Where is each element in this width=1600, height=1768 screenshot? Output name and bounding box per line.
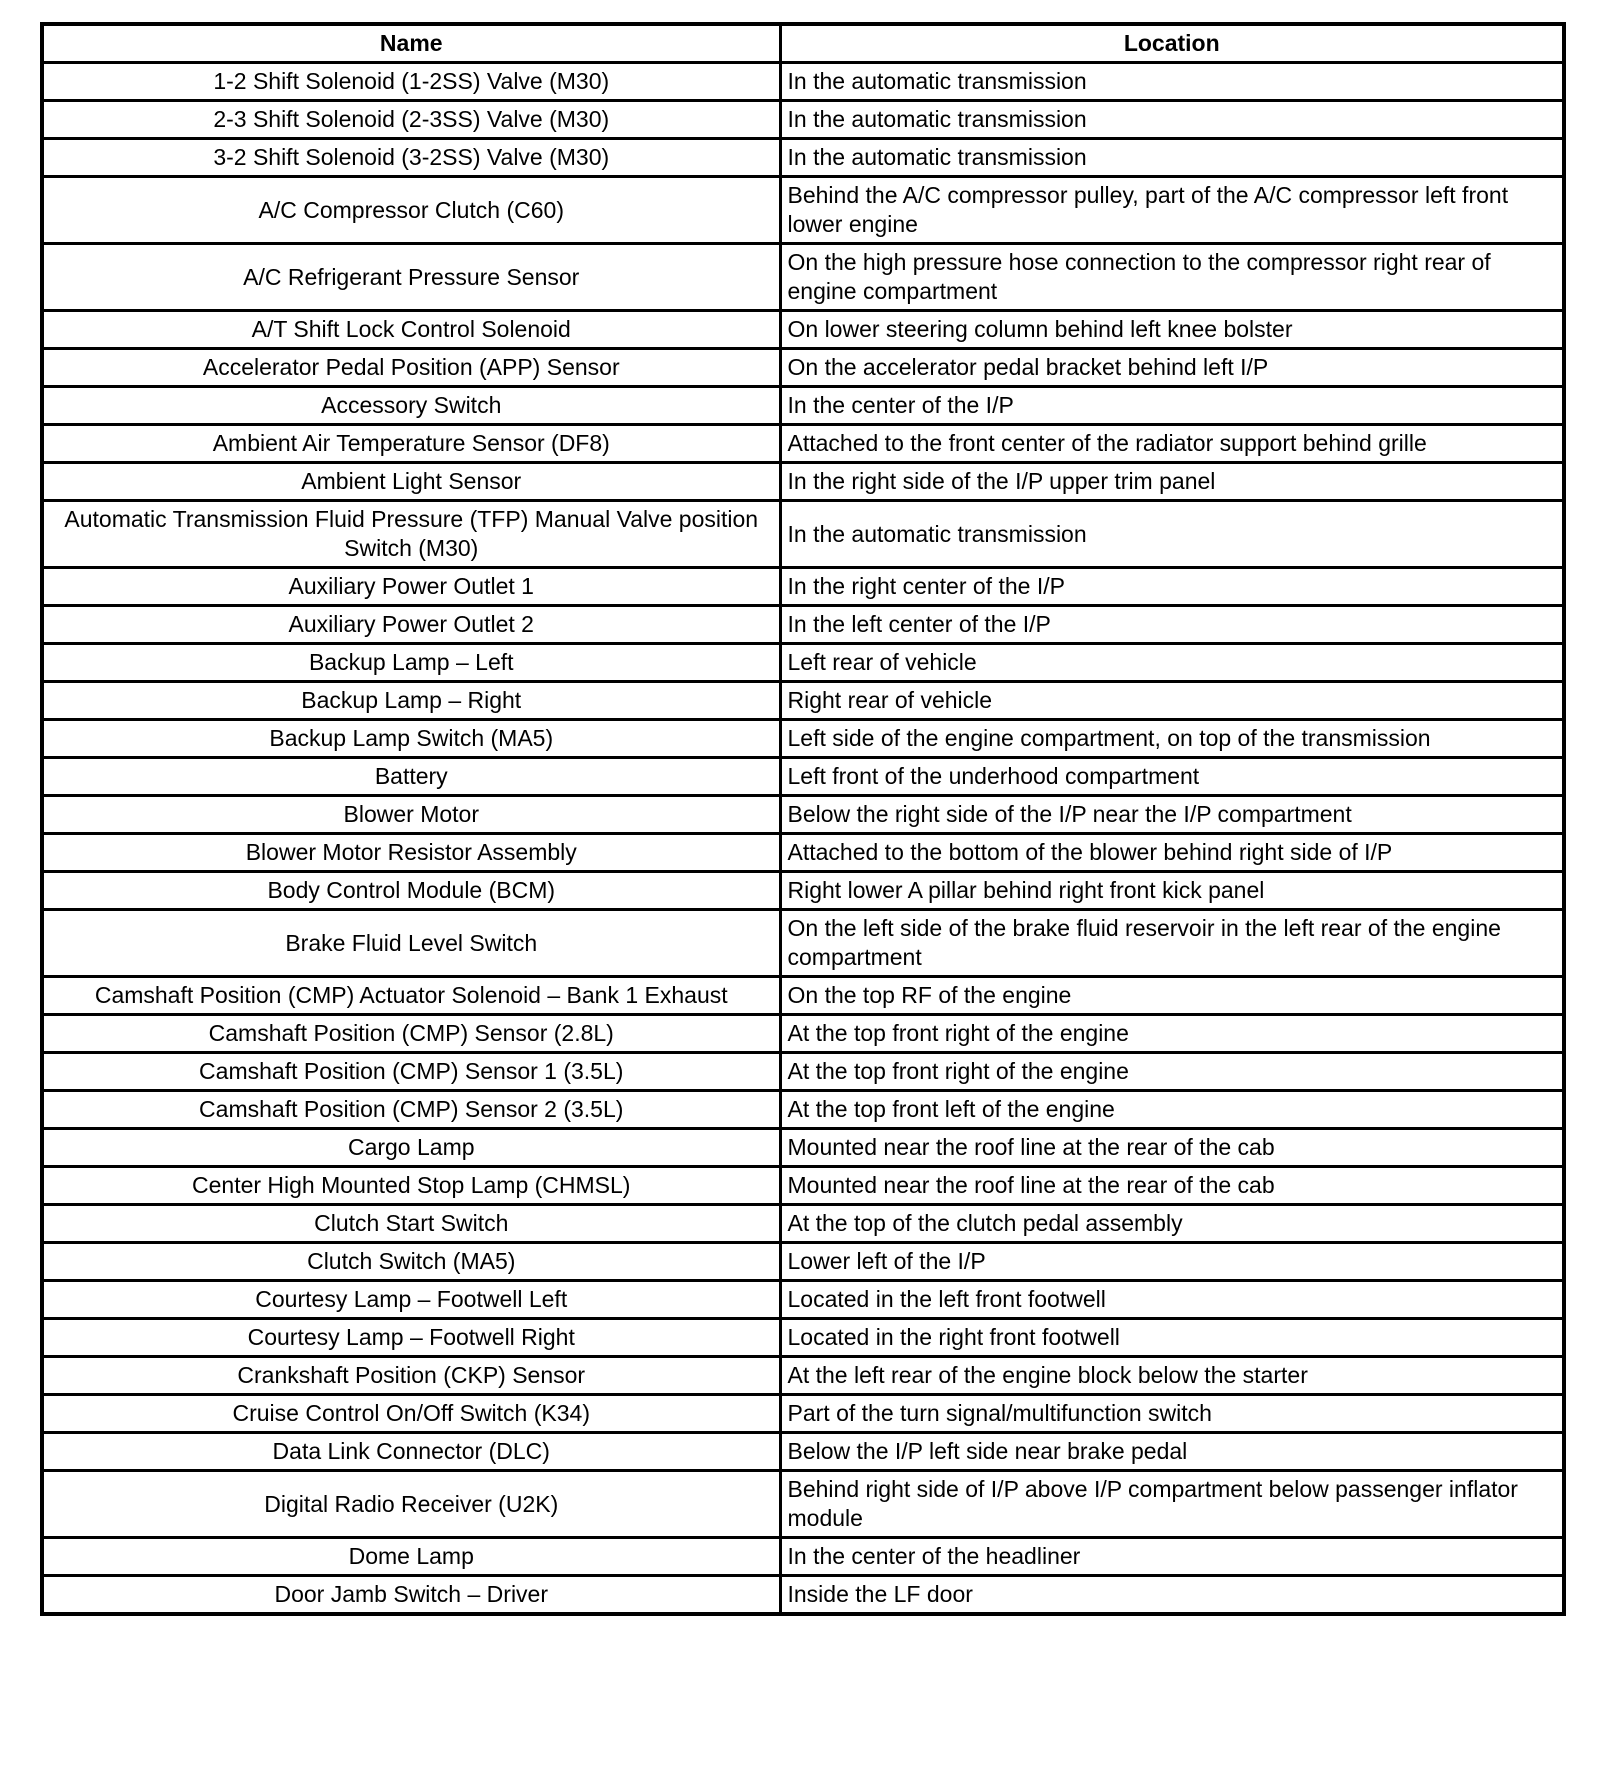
component-name: Door Jamb Switch – Driver bbox=[42, 1576, 780, 1615]
component-location: Left front of the underhood compartment bbox=[780, 758, 1564, 796]
table-row bbox=[42, 1281, 1564, 1319]
component-location: On the accelerator pedal bracket behind left I/P bbox=[780, 349, 1564, 387]
table-row bbox=[42, 758, 1564, 796]
component-location: Mounted near the roof line at the rear of the cab bbox=[780, 1129, 1564, 1167]
component-name: Camshaft Position (CMP) Actuator Solenoid – Bank 1 Exhaust bbox=[42, 977, 780, 1015]
table-row bbox=[42, 682, 1564, 720]
table-row bbox=[42, 1167, 1564, 1205]
table-row bbox=[42, 425, 1564, 463]
component-location: At the top front right of the engine bbox=[780, 1053, 1564, 1091]
component-name: Camshaft Position (CMP) Sensor 1 (3.5L) bbox=[42, 1053, 780, 1091]
component-location: In the automatic transmission bbox=[780, 501, 1564, 568]
table-row bbox=[42, 463, 1564, 501]
component-name: Accelerator Pedal Position (APP) Sensor bbox=[42, 349, 780, 387]
component-location: Located in the right front footwell bbox=[780, 1319, 1564, 1357]
component-name: Cruise Control On/Off Switch (K34) bbox=[42, 1395, 780, 1433]
component-location-table bbox=[40, 22, 1566, 1616]
component-name: Dome Lamp bbox=[42, 1538, 780, 1576]
component-location: In the automatic transmission bbox=[780, 101, 1564, 139]
component-location: On the top RF of the engine bbox=[780, 977, 1564, 1015]
table-row bbox=[42, 244, 1564, 311]
table-row bbox=[42, 387, 1564, 425]
name-column-header: Name bbox=[42, 24, 780, 63]
table-row bbox=[42, 1015, 1564, 1053]
component-location: At the left rear of the engine block below the starter bbox=[780, 1357, 1564, 1395]
component-name: 3-2 Shift Solenoid (3-2SS) Valve (M30) bbox=[42, 139, 780, 177]
component-name: Backup Lamp – Right bbox=[42, 682, 780, 720]
component-name: 1-2 Shift Solenoid (1-2SS) Valve (M30) bbox=[42, 63, 780, 101]
component-name: 2-3 Shift Solenoid (2-3SS) Valve (M30) bbox=[42, 101, 780, 139]
table-row bbox=[42, 910, 1564, 977]
component-location: Right rear of vehicle bbox=[780, 682, 1564, 720]
table-row bbox=[42, 177, 1564, 244]
component-location: Below the right side of the I/P near the I/P compartment bbox=[780, 796, 1564, 834]
component-location: In the center of the I/P bbox=[780, 387, 1564, 425]
component-location: In the automatic transmission bbox=[780, 139, 1564, 177]
table-row bbox=[42, 311, 1564, 349]
table-body bbox=[42, 63, 1564, 1615]
component-location: In the right side of the I/P upper trim panel bbox=[780, 463, 1564, 501]
table-row bbox=[42, 1433, 1564, 1471]
component-name: Backup Lamp Switch (MA5) bbox=[42, 720, 780, 758]
table-row bbox=[42, 1053, 1564, 1091]
table-row bbox=[42, 568, 1564, 606]
table-row bbox=[42, 1357, 1564, 1395]
table-row bbox=[42, 1471, 1564, 1538]
table-row bbox=[42, 501, 1564, 568]
table-row bbox=[42, 796, 1564, 834]
table-row bbox=[42, 63, 1564, 101]
table-row bbox=[42, 606, 1564, 644]
component-name: Clutch Start Switch bbox=[42, 1205, 780, 1243]
component-location: At the top front left of the engine bbox=[780, 1091, 1564, 1129]
component-location: On the left side of the brake fluid reservoir in the left rear of the engine compartment bbox=[780, 910, 1564, 977]
component-name: A/C Refrigerant Pressure Sensor bbox=[42, 244, 780, 311]
table-row bbox=[42, 1576, 1564, 1615]
component-location: In the center of the headliner bbox=[780, 1538, 1564, 1576]
component-name: Data Link Connector (DLC) bbox=[42, 1433, 780, 1471]
component-name: Accessory Switch bbox=[42, 387, 780, 425]
component-name: Ambient Air Temperature Sensor (DF8) bbox=[42, 425, 780, 463]
component-name: A/T Shift Lock Control Solenoid bbox=[42, 311, 780, 349]
table-row bbox=[42, 139, 1564, 177]
table-row bbox=[42, 101, 1564, 139]
component-location: Behind the A/C compressor pulley, part of the A/C compressor left front lower engine bbox=[780, 177, 1564, 244]
component-name: Auxiliary Power Outlet 1 bbox=[42, 568, 780, 606]
component-location: In the automatic transmission bbox=[780, 63, 1564, 101]
table-row bbox=[42, 834, 1564, 872]
component-location: Part of the turn signal/multifunction switch bbox=[780, 1395, 1564, 1433]
component-location: In the right center of the I/P bbox=[780, 568, 1564, 606]
component-name: Ambient Light Sensor bbox=[42, 463, 780, 501]
component-name: Backup Lamp – Left bbox=[42, 644, 780, 682]
component-location: Inside the LF door bbox=[780, 1576, 1564, 1615]
component-location: On the high pressure hose connection to the compressor right rear of engine compartment bbox=[780, 244, 1564, 311]
table-row bbox=[42, 872, 1564, 910]
component-location: Located in the left front footwell bbox=[780, 1281, 1564, 1319]
component-name: Camshaft Position (CMP) Sensor (2.8L) bbox=[42, 1015, 780, 1053]
component-location: Attached to the bottom of the blower behind right side of I/P bbox=[780, 834, 1564, 872]
component-name: Battery bbox=[42, 758, 780, 796]
component-location: Lower left of the I/P bbox=[780, 1243, 1564, 1281]
component-name: Camshaft Position (CMP) Sensor 2 (3.5L) bbox=[42, 1091, 780, 1129]
table-row bbox=[42, 1205, 1564, 1243]
component-name: Center High Mounted Stop Lamp (CHMSL) bbox=[42, 1167, 780, 1205]
table-row bbox=[42, 1395, 1564, 1433]
location-column-header: Location bbox=[780, 24, 1564, 63]
component-location: At the top front right of the engine bbox=[780, 1015, 1564, 1053]
table-row bbox=[42, 349, 1564, 387]
table-row bbox=[42, 1243, 1564, 1281]
component-name: Blower Motor bbox=[42, 796, 780, 834]
component-location: Attached to the front center of the radiator support behind grille bbox=[780, 425, 1564, 463]
component-location: In the left center of the I/P bbox=[780, 606, 1564, 644]
component-name: Blower Motor Resistor Assembly bbox=[42, 834, 780, 872]
component-name: Courtesy Lamp – Footwell Right bbox=[42, 1319, 780, 1357]
component-name: Clutch Switch (MA5) bbox=[42, 1243, 780, 1281]
table-row bbox=[42, 644, 1564, 682]
table-row bbox=[42, 1538, 1564, 1576]
component-name: Cargo Lamp bbox=[42, 1129, 780, 1167]
component-name: Courtesy Lamp – Footwell Left bbox=[42, 1281, 780, 1319]
component-location: Below the I/P left side near brake pedal bbox=[780, 1433, 1564, 1471]
component-location: Behind right side of I/P above I/P compartment below passenger inflator module bbox=[780, 1471, 1564, 1538]
component-location: At the top of the clutch pedal assembly bbox=[780, 1205, 1564, 1243]
component-location: Mounted near the roof line at the rear of the cab bbox=[780, 1167, 1564, 1205]
table-row bbox=[42, 1129, 1564, 1167]
header-row bbox=[42, 24, 1564, 63]
component-name: Crankshaft Position (CKP) Sensor bbox=[42, 1357, 780, 1395]
table-row bbox=[42, 1091, 1564, 1129]
component-name: Brake Fluid Level Switch bbox=[42, 910, 780, 977]
table-row bbox=[42, 720, 1564, 758]
component-name: Body Control Module (BCM) bbox=[42, 872, 780, 910]
table-row bbox=[42, 1319, 1564, 1357]
component-name: Automatic Transmission Fluid Pressure (TFP) Manual Valve position Switch (M30) bbox=[42, 501, 780, 568]
table-row bbox=[42, 977, 1564, 1015]
component-name: Auxiliary Power Outlet 2 bbox=[42, 606, 780, 644]
component-location: Left rear of vehicle bbox=[780, 644, 1564, 682]
component-location: Left side of the engine compartment, on top of the transmission bbox=[780, 720, 1564, 758]
component-location: Right lower A pillar behind right front kick panel bbox=[780, 872, 1564, 910]
component-name: Digital Radio Receiver (U2K) bbox=[42, 1471, 780, 1538]
component-location: On lower steering column behind left knee bolster bbox=[780, 311, 1564, 349]
component-name: A/C Compressor Clutch (C60) bbox=[42, 177, 780, 244]
